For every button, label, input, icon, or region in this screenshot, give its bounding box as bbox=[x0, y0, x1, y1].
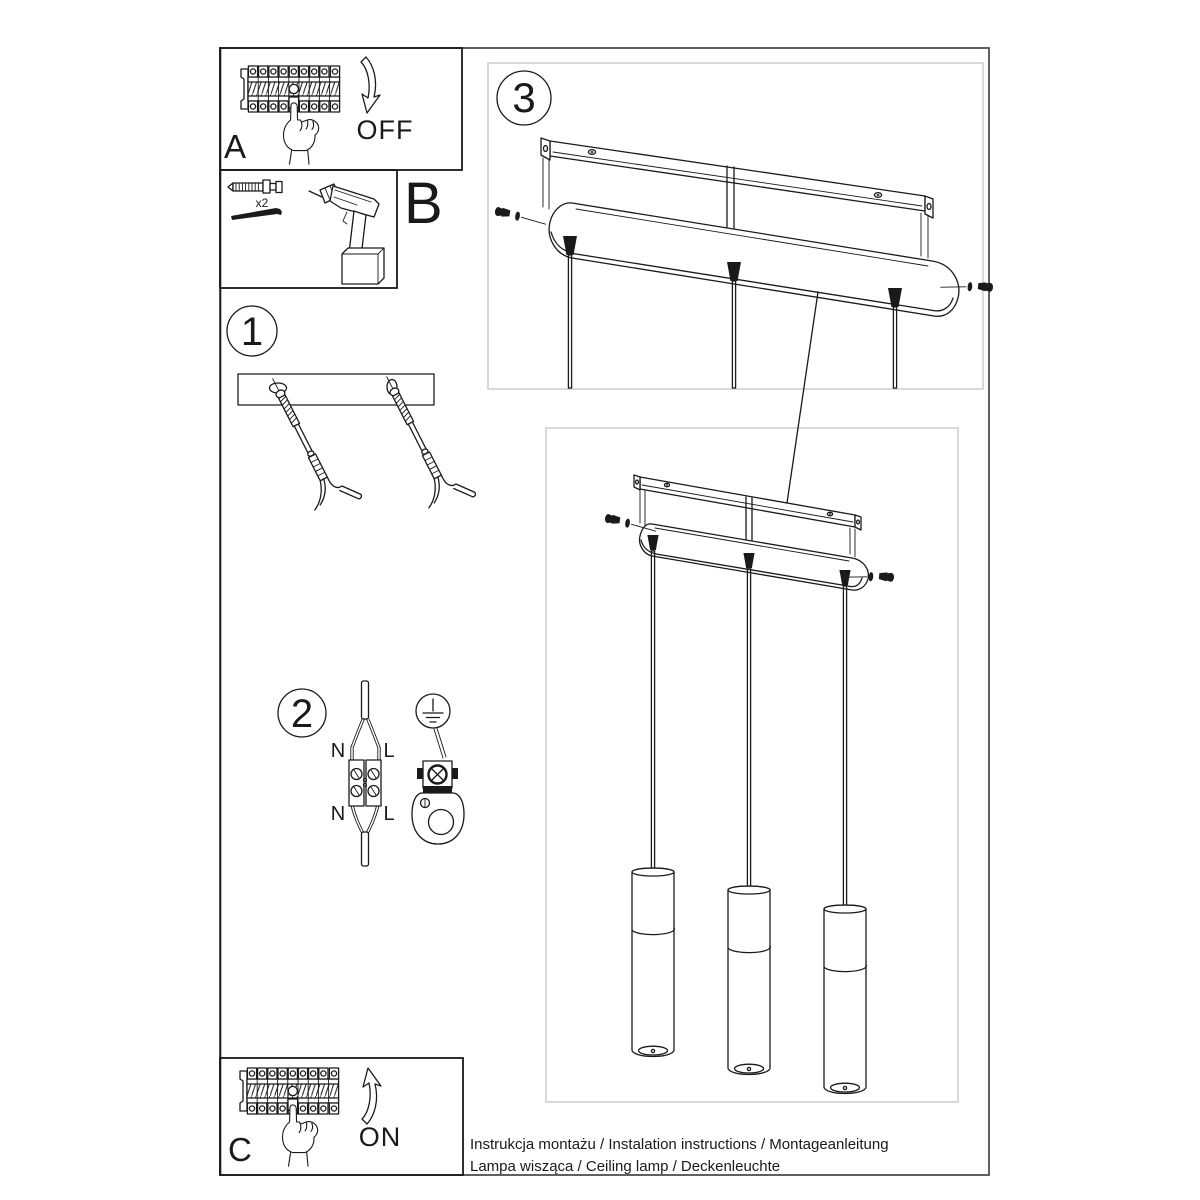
canopy-small bbox=[640, 524, 869, 590]
pendant-cord bbox=[747, 569, 750, 890]
step-3 bbox=[494, 71, 993, 388]
footer-line-1: Instrukcja montażu / Instalation instructions / Montageanleitung bbox=[470, 1136, 889, 1153]
step-2 bbox=[278, 681, 464, 866]
step-3-number: 3 bbox=[512, 74, 536, 121]
wire-label-n-bottom: N bbox=[330, 803, 346, 825]
callout-line bbox=[787, 292, 818, 503]
wire-label-n-top: N bbox=[330, 740, 346, 762]
plug-quantity-label: x2 bbox=[255, 196, 269, 210]
pendant-cord bbox=[893, 307, 896, 388]
step-1-number: 1 bbox=[240, 310, 264, 354]
on-label: ON bbox=[358, 1122, 402, 1152]
step-2-number: 2 bbox=[290, 692, 314, 736]
panel-a-letter: A bbox=[224, 128, 247, 165]
panel-a bbox=[220, 48, 462, 170]
circuit-breaker-illustration bbox=[241, 66, 340, 112]
mounting-bar-illustration bbox=[238, 374, 434, 405]
step-1 bbox=[227, 306, 476, 519]
pendant-cord bbox=[651, 551, 654, 872]
panel-c bbox=[220, 1058, 463, 1175]
panel-c-letter: C bbox=[228, 1131, 252, 1168]
ground-symbol-icon bbox=[416, 694, 450, 728]
ground-clamp-illustration bbox=[412, 728, 464, 844]
final-assembly bbox=[604, 475, 894, 1094]
circuit-breaker-illustration bbox=[240, 1068, 339, 1114]
wire-label-l-bottom: L bbox=[383, 803, 395, 825]
panel-b bbox=[220, 170, 397, 288]
pendant-cord bbox=[732, 281, 735, 388]
arrow-down-icon bbox=[361, 57, 380, 113]
side-screw-left bbox=[604, 514, 657, 533]
side-screw-left bbox=[494, 207, 547, 226]
wall-plug-icon bbox=[228, 180, 282, 193]
footer bbox=[470, 1136, 889, 1175]
pendant-cord bbox=[568, 255, 571, 388]
panel-b-letter: B bbox=[404, 171, 443, 236]
pendant-cylinder bbox=[632, 868, 674, 1057]
wire-label-l-top: L bbox=[383, 740, 395, 762]
pendant-cord bbox=[843, 586, 846, 909]
drill-icon bbox=[309, 184, 384, 284]
off-label: OFF bbox=[356, 115, 414, 145]
footer-line-2: Lampa wisząca / Ceiling lamp / Deckenleuchte bbox=[470, 1158, 781, 1175]
pendant-cylinder bbox=[728, 886, 770, 1075]
terminal-wiring-illustration bbox=[349, 681, 381, 866]
arrow-up-icon bbox=[362, 1068, 381, 1124]
pendant-cylinder bbox=[824, 905, 866, 1094]
